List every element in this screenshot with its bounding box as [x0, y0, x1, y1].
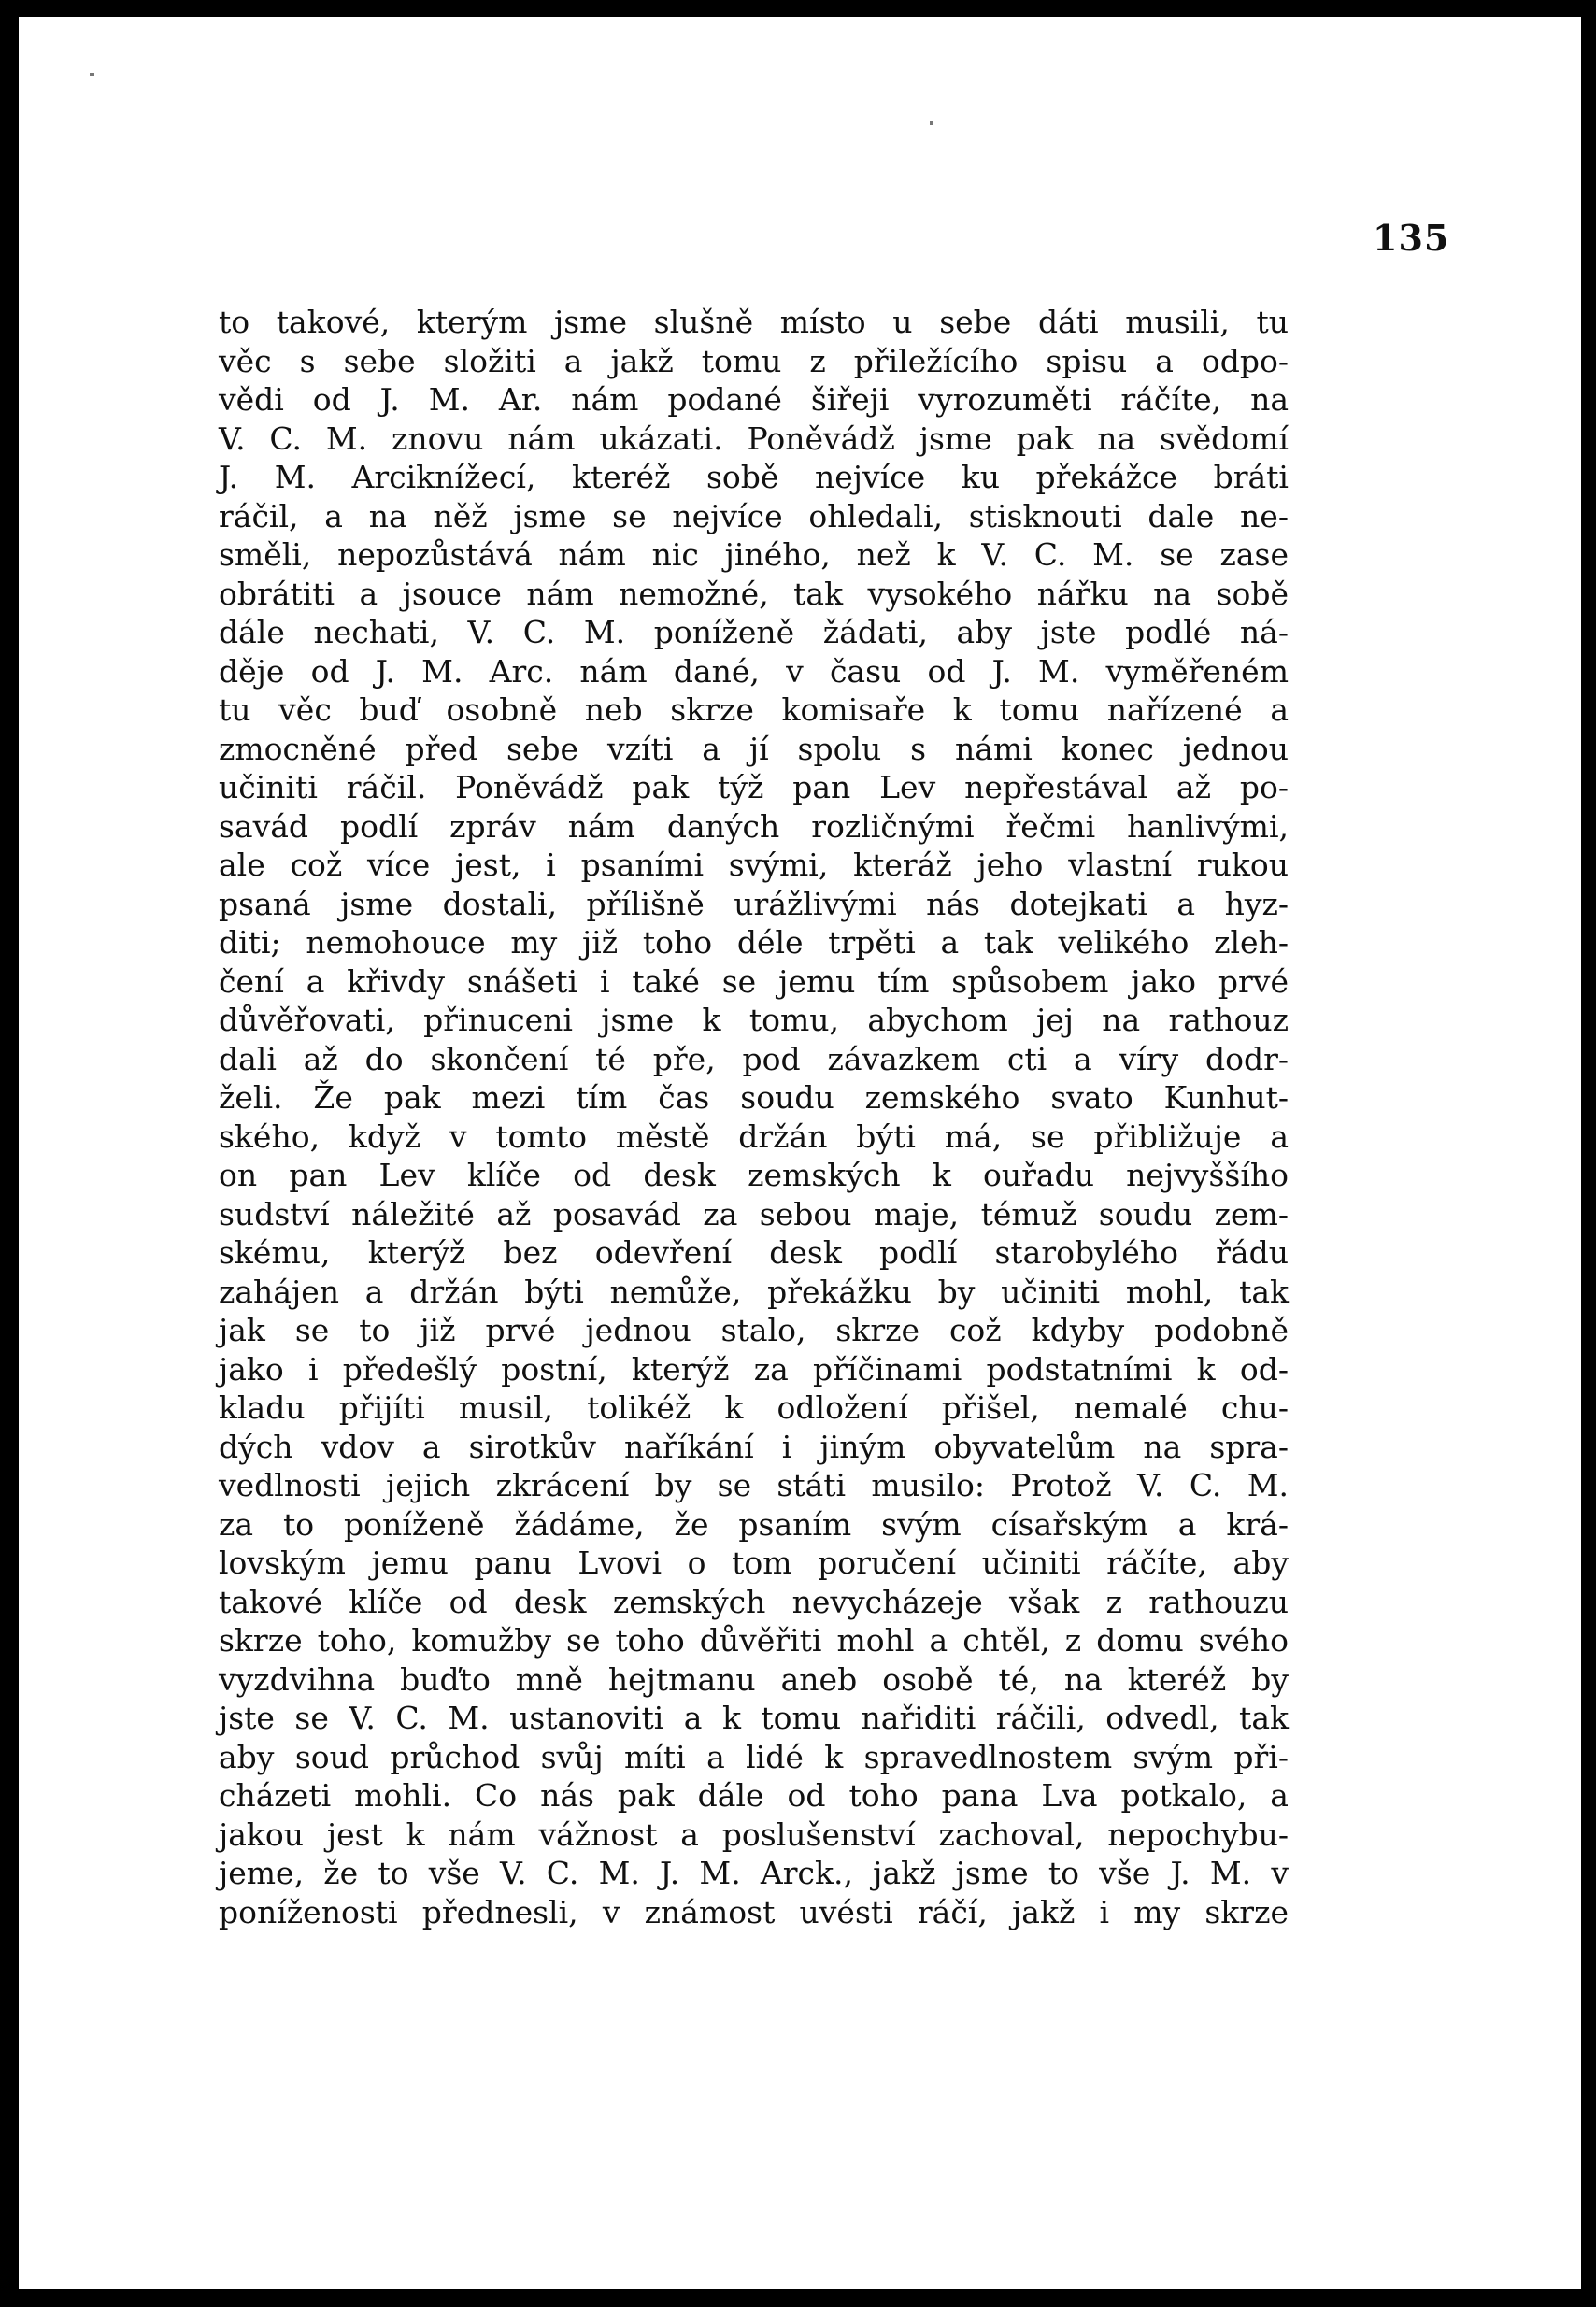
text-line: poníženosti přednesli, v známost uvésti ráčí, jakž i my skrze — [219, 1893, 1289, 1930]
text-line: obrátiti a jsouce nám nemožné, tak vysokého nářku na sobě — [219, 575, 1289, 612]
text-line: jeme, že to vše V. C. M. J. M. Arck., jakž jsme to vše J. M. v — [219, 1855, 1289, 1891]
text-line: vedlnosti jejich zkrácení by se státi musilo: Protož V. C. M. — [219, 1467, 1289, 1503]
text-line: zmocněné před sebe vzíti a jí spolu s námi konec jednou — [219, 730, 1289, 767]
text-line: směli, nepozůstává nám nic jiného, než k V. C. M. se zase — [219, 536, 1289, 573]
text-line: sudství náležité až posavád za sebou maje, témuž soudu zem- — [219, 1195, 1289, 1232]
text-line: čení a křivdy snášeti i také se jemu tím spůsobem jako prvé — [219, 962, 1289, 1000]
print-speck — [930, 121, 933, 125]
text-line: lovským jemu panu Lvovi o tom poručení učiniti ráčíte, aby — [219, 1545, 1289, 1581]
text-line: zahájen a držán býti nemůže, překážku by učiniti mohl, tak — [219, 1273, 1289, 1310]
text-line: jak se to již prvé jednou stalo, skrze což kdyby podobně — [219, 1312, 1289, 1348]
page-number: 135 — [1373, 217, 1450, 259]
text-line: skrze toho, komužby se toho důvěřiti mohl a chtěl, z domu svého — [219, 1622, 1289, 1659]
text-line: učiniti ráčil. Poněvádž pak týž pan Lev nepřestával až po- — [219, 769, 1289, 805]
text-line: psaná jsme dostali, přílišně urážlivými nás dotejkati a hyz- — [219, 885, 1289, 922]
text-line: tu věc buď osobně neb skrze komisaře k tomu nařízené a — [219, 691, 1289, 728]
text-line: jakou jest k nám vážnost a poslušenství zachoval, nepochybu- — [219, 1816, 1289, 1853]
text-line: želi. Že pak mezi tím čas soudu zemského svato Kunhut- — [219, 1079, 1289, 1116]
text-line: V. C. M. znovu nám ukázati. Poněvádž jsme pak na svědomí — [219, 420, 1289, 457]
text-line: skému, kterýž bez odevření desk podlí starobylého řádu — [219, 1234, 1289, 1271]
text-line: takové klíče od desk zemských nevycházeje však z rathouzu — [219, 1583, 1289, 1620]
text-line: jako i předešlý postní, kterýž za příčinami podstatními k od- — [219, 1350, 1289, 1388]
book-page — [19, 17, 1581, 2289]
text-line: ského, když v tomto městě držán býti má, se přibližuje a — [219, 1118, 1289, 1155]
text-line: věc s sebe složiti a jakž tomu z přiležícího spisu a odpo- — [219, 342, 1289, 379]
text-line: diti; nemohouce my již toho déle trpěti a tak velikého zleh- — [219, 924, 1289, 961]
text-line: děje od J. M. Arc. nám dané, v času od J. M. vyměřeném — [219, 652, 1289, 690]
text-line: savád podlí zpráv nám daných rozličnými řečmi hanlivými, — [219, 807, 1289, 845]
text-line: vyzdvihna buďto mně hejtmanu aneb osobě té, na kteréž by — [219, 1660, 1289, 1698]
text-line: to takové, kterým jsme slušně místo u sebe dáti musili, tu — [219, 304, 1289, 340]
text-line: J. M. Arciknížecí, kteréž sobě nejvíce ku překážce bráti — [219, 459, 1289, 495]
text-line: aby soud průchod svůj míti a lidé k spravedlnostem svým při- — [219, 1738, 1289, 1775]
text-line: dali až do skončení té pře, pod závazkem cti a víry dodr- — [219, 1040, 1289, 1077]
text-line: ale což více jest, i psaními svými, kteráž jeho vlastní rukou — [219, 847, 1289, 883]
text-line: kladu přijíti musil, tolikéž k odložení přišel, nemalé chu- — [219, 1389, 1289, 1426]
text-line: za to poníženě žádáme, že psaním svým císařským a krá- — [219, 1505, 1289, 1543]
print-speck — [90, 73, 94, 76]
body-text — [219, 303, 1289, 1931]
text-line: důvěřovati, přinuceni jsme k tomu, abychom jej na rathouz — [219, 1002, 1289, 1038]
text-line: dále nechati, V. C. M. poníženě žádati, aby jste podlé ná- — [219, 614, 1289, 650]
text-line: ráčil, a na něž jsme se nejvíce ohledali, stisknouti dale ne- — [219, 497, 1289, 534]
text-line: on pan Lev klíče od desk zemských k ouřadu nejvyššího — [219, 1157, 1289, 1193]
text-line: vědi od J. M. Ar. nám podané šiřeji vyrozuměti ráčíte, na — [219, 381, 1289, 418]
text-line: dých vdov a sirotkův naříkání i jiným obyvatelům na spra- — [219, 1428, 1289, 1465]
text-line: cházeti mohli. Co nás pak dále od toho pana Lva potkalo, a — [219, 1777, 1289, 1814]
text-line: jste se V. C. M. ustanoviti a k tomu nařiditi ráčili, odvedl, tak — [219, 1700, 1289, 1736]
